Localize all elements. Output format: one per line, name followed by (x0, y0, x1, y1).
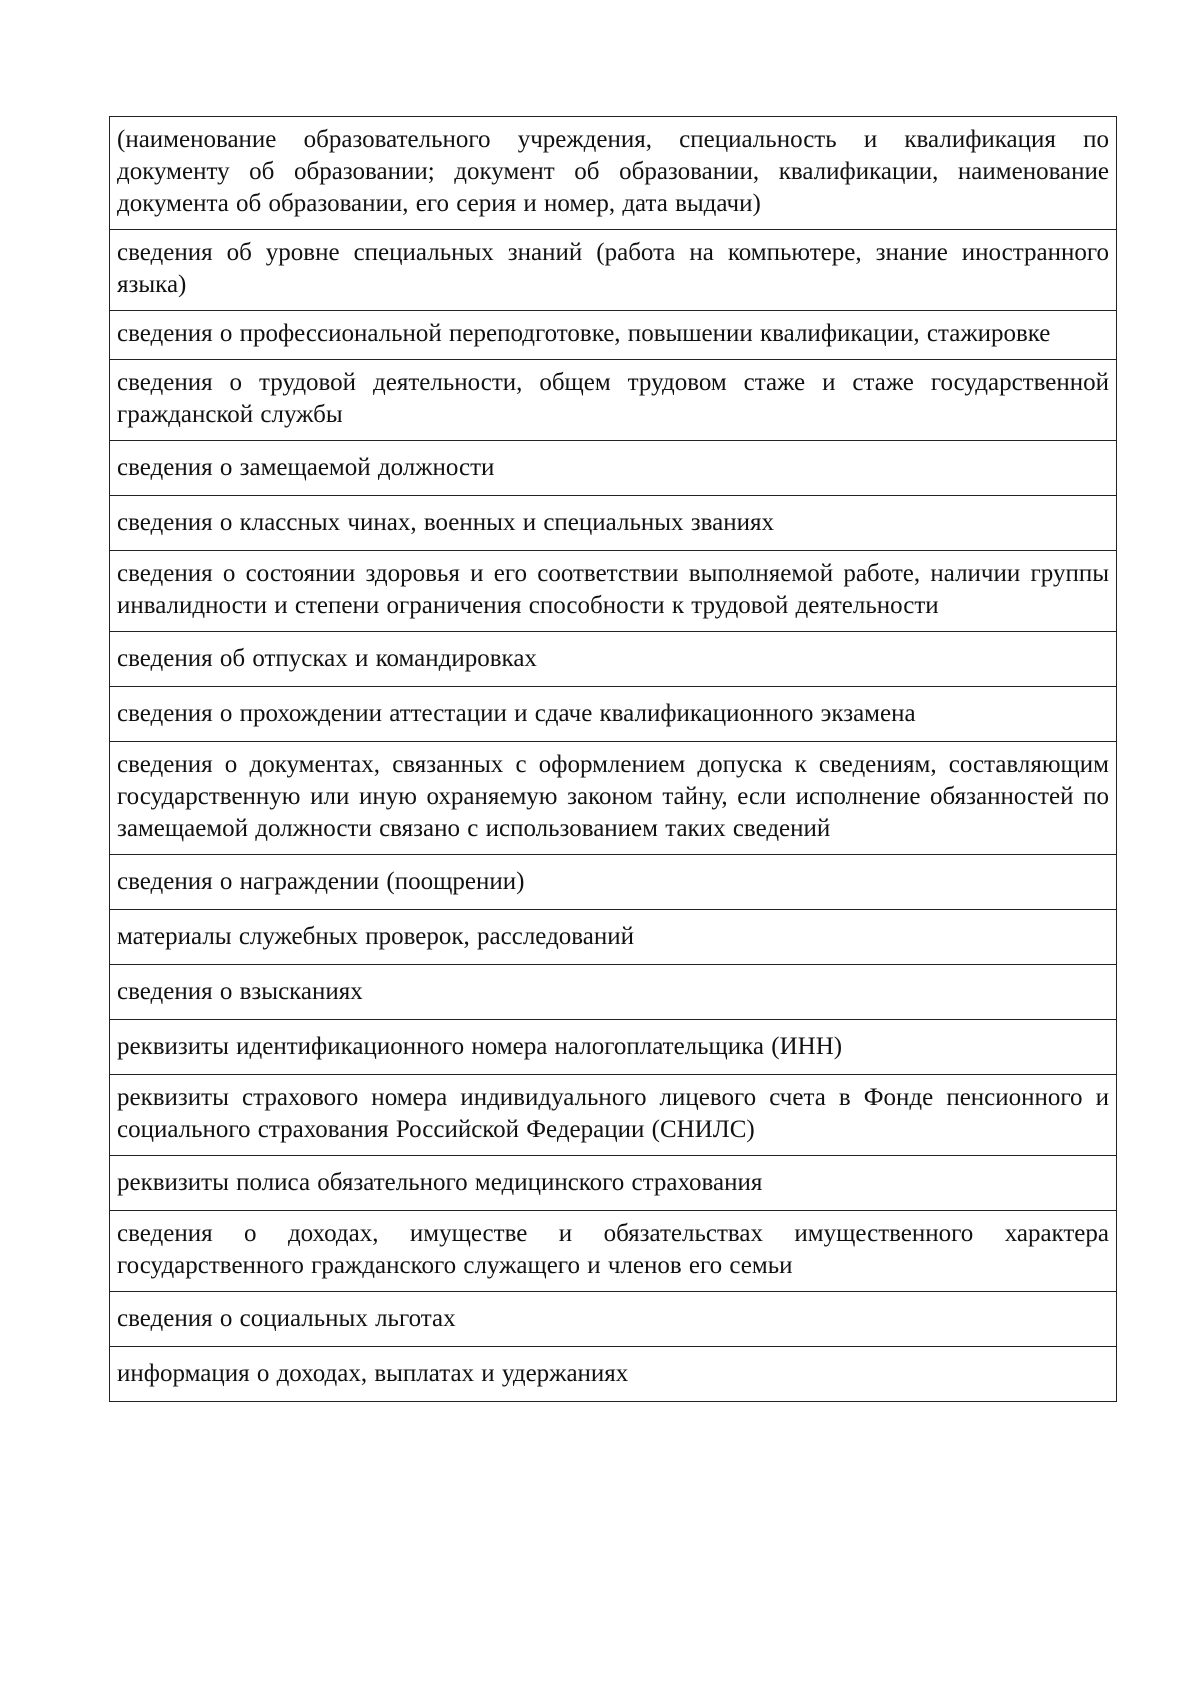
table-cell: сведения о классных чинах, военных и специальных званиях (110, 496, 1117, 551)
table-row (110, 965, 1117, 1020)
table-cell: сведения о доходах, имуществе и обязательствах имущественного характера государственного гражданского служащего и членов его семьи (110, 1211, 1117, 1292)
table-cell: сведения о документах, связанных с оформлением допуска к сведениям, составляющим государственную или иную охраняемую законом тайну, если исполнение обязанностей по замещаемой должности связано с использованием таких сведений (110, 742, 1117, 855)
table-row (110, 1211, 1117, 1292)
table-cell: сведения о социальных льготах (110, 1292, 1117, 1347)
table-cell: реквизиты идентификационного номера налогоплательщика (ИНН) (110, 1020, 1117, 1075)
table-row (110, 1075, 1117, 1156)
table-row (110, 117, 1117, 230)
personal-data-table (109, 116, 1117, 1402)
table-row (110, 855, 1117, 910)
table-cell: сведения о прохождении аттестации и сдаче квалификационного экзамена (110, 687, 1117, 742)
table-cell: реквизиты полиса обязательного медицинского страхования (110, 1156, 1117, 1211)
table-row (110, 632, 1117, 687)
table-row (110, 441, 1117, 496)
table-row (110, 1347, 1117, 1402)
table-cell: сведения о профессиональной переподготовке, повышении квалификации, стажировке (110, 311, 1117, 360)
table-cell: сведения об отпусках и командировках (110, 632, 1117, 687)
table-row (110, 1020, 1117, 1075)
table-row (110, 687, 1117, 742)
table-row (110, 496, 1117, 551)
table-cell: сведения о взысканиях (110, 965, 1117, 1020)
table-row (110, 1156, 1117, 1211)
table-cell: сведения о состоянии здоровья и его соответствии выполняемой работе, наличии группы инвалидности и степени ограничения способности к трудовой деятельности (110, 551, 1117, 632)
table-row (110, 360, 1117, 441)
table-cell: сведения об уровне специальных знаний (работа на компьютере, знание иностранного языка) (110, 230, 1117, 311)
table-cell: (наименование образовательного учреждения, специальность и квалификация по документу об образовании; документ об образовании, квалификации, наименование документа об образовании, его серия и номер, дата выдачи) (110, 117, 1117, 230)
table-cell: реквизиты страхового номера индивидуального лицевого счета в Фонде пенсионного и социального страхования Российской Федерации (СНИЛС) (110, 1075, 1117, 1156)
table-row (110, 230, 1117, 311)
table-cell: сведения о награждении (поощрении) (110, 855, 1117, 910)
table-cell: материалы служебных проверок, расследований (110, 910, 1117, 965)
table-cell: сведения о трудовой деятельности, общем трудовом стаже и стаже государственной гражданской службы (110, 360, 1117, 441)
table-row (110, 742, 1117, 855)
table-row (110, 910, 1117, 965)
table-row (110, 551, 1117, 632)
table-cell: информация о доходах, выплатах и удержаниях (110, 1347, 1117, 1402)
table-row (110, 1292, 1117, 1347)
table-row (110, 311, 1117, 360)
table-cell: сведения о замещаемой должности (110, 441, 1117, 496)
